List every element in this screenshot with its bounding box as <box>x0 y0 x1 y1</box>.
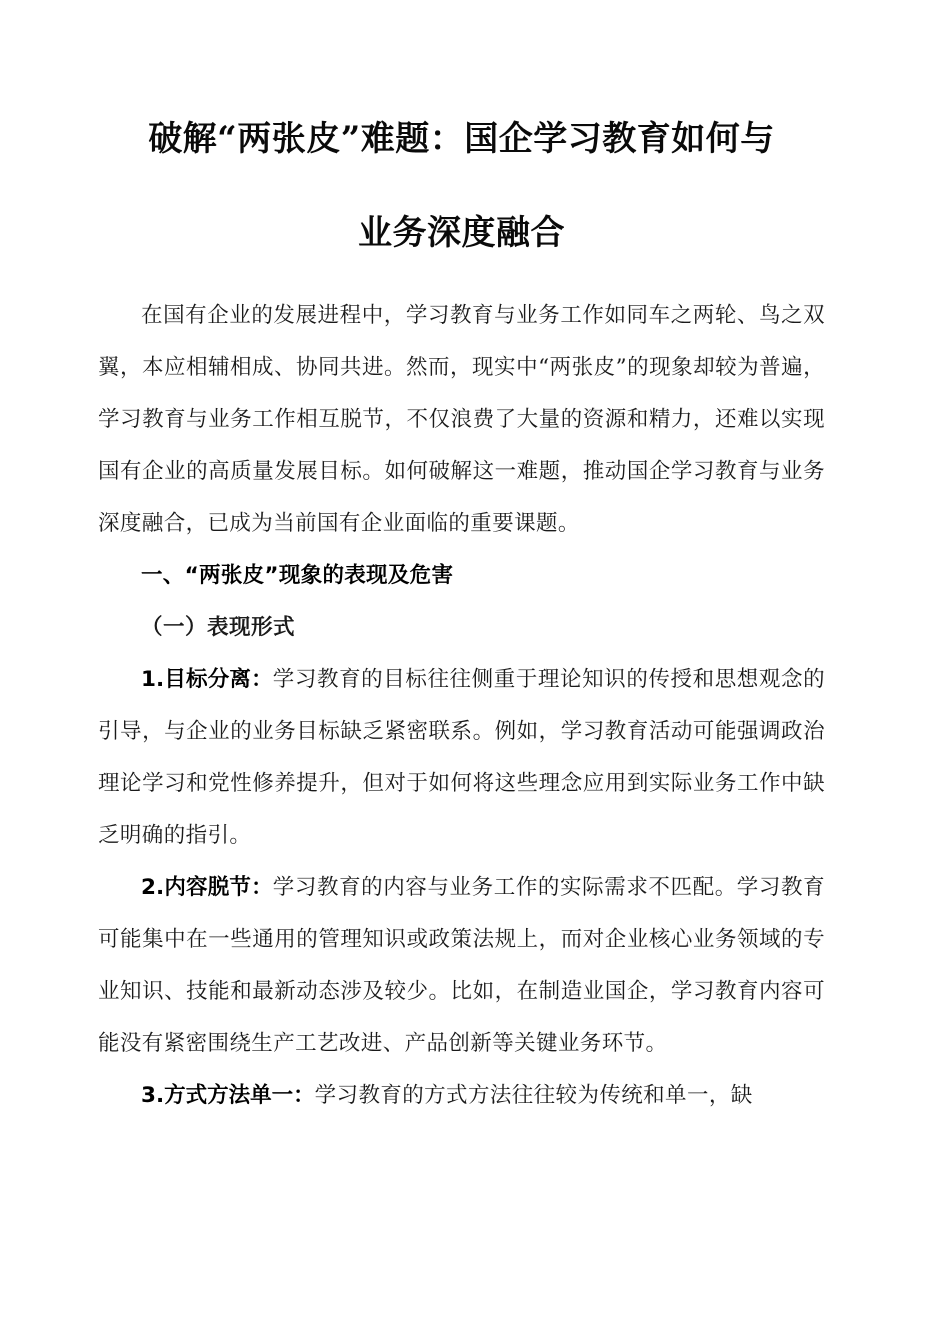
numbered-item-2-text: 学习教育的内容与业务工作的实际需求不匹配。学习教育可能集中在一些通用的管理知识或政策法规上，而对企业核心业务领域的专业知识、技能和最新动态涉及较少。比如，在制造业国企，学习教育内容可能没有紧密围绕生产工艺改进、产品创新等关键业务环节。 <box>98 875 825 1056</box>
numbered-item-1-text: 学习教育的目标往往侧重于理论知识的传授和思想观念的引导，与企业的业务目标缺乏紧密联系。例如，学习教育活动可能强调政治理论学习和党性修养提升，但对于如何将这些理念应用到实际业务工作中缺乏明确的指引。 <box>98 667 825 848</box>
numbered-item-1-label: 1.目标分离： <box>141 667 273 692</box>
document-title-line-2: 业务深度融合 <box>358 213 565 253</box>
section-heading-level-1: 一、“两张皮”现象的表现及危害 <box>141 563 454 588</box>
numbered-item-3-label: 3.方式方法单一： <box>141 1083 315 1108</box>
section-heading-level-2: （一）表现形式 <box>141 615 296 640</box>
document-title <box>98 0 825 280</box>
numbered-item-3-text: 学习教育的方式方法往往较为传统和单一，缺 <box>314 1083 753 1108</box>
numbered-item-2 <box>98 862 825 1070</box>
title-body-spacer <box>98 280 825 290</box>
numbered-item-1 <box>98 654 825 862</box>
intro-paragraph: 在国有企业的发展进程中，学习教育与业务工作如同车之两轮、鸟之双翼，本应相辅相成、协同共进。然而，现实中“两张皮”的现象却较为普遍，学习教育与业务工作相互脱节，不仅浪费了大量的资源和精力，还难以实现国有企业的高质量发展目标。如何破解这一难题，推动国企学习教育与业务深度融合，已成为当前国有企业面临的重要课题。 <box>98 303 825 536</box>
document-title-line-1: 破解“两张皮”难题：国企学习教育如何与 <box>148 119 775 159</box>
numbered-item-3 <box>98 1070 825 1122</box>
numbered-item-2-label: 2.内容脱节： <box>141 875 273 900</box>
page-content-area <box>98 0 825 1122</box>
